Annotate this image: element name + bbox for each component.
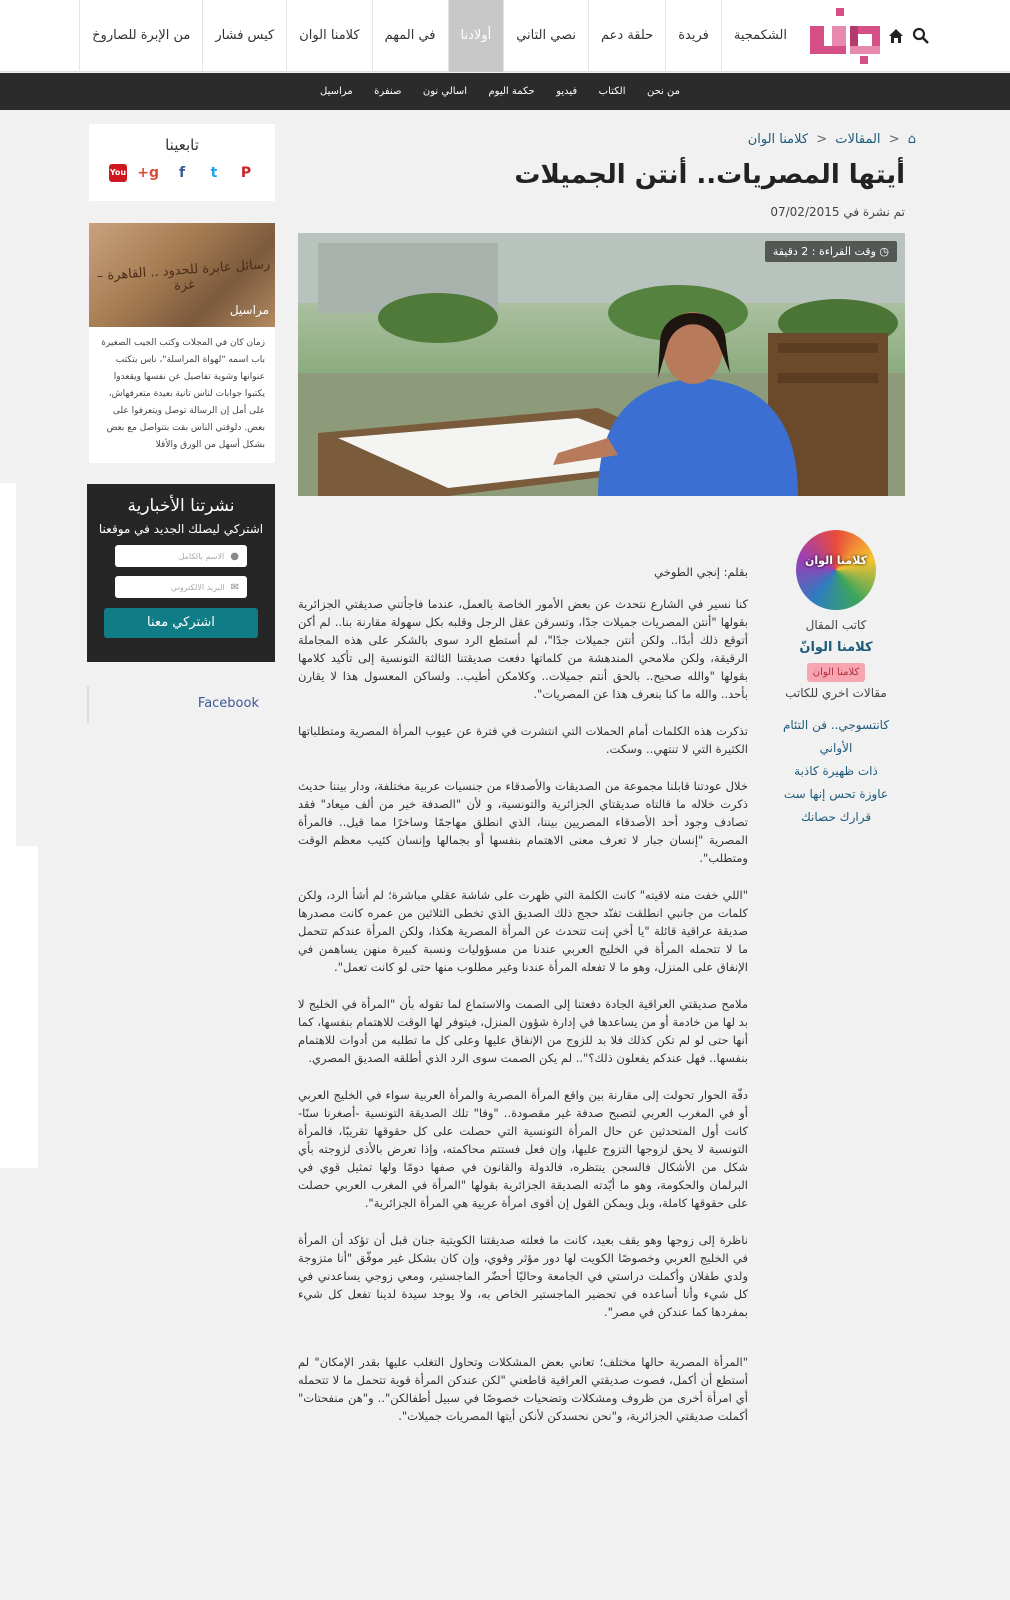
article-paragraph: تذكرت هذه الكلمات أمام الحملات التي انتشرت في فترة عن عيوب المرأة المصرية ومتطلباتها الكثيرة التي لا تنتهي.. وسكت.: [298, 724, 748, 756]
name-field-placeholder: الاسم بالكامل: [178, 551, 225, 561]
article-paragraph: دفّة الحوار تحولت إلى مقارنة بين واقع المرأة المصرية والمرأة العربية سواء في الخليج العربي أو في المغرب العربي لتصبح صدفة غير مقصودة.. "وفا" تلك الصديقة التونسية -أصغرنا سنًا- كانت أول المتحدثين عن حال المرأة التونسية التي حصلت على كل حقوقها تقريبًا، فالمرأة التونسية لا يحق لزوجها التزوج عليها، وإن فعل فستتم محاكمته، وإذا تعرض بالأذى لزوجته بأي شكل من الأشكال فالسجن ينتظره، فالدولة والقانون في صفها دومًا ولها تمثيل قوي في البرلمان والحكومة، وهو ما أيّدته الصديقة الجزائرية بقولها "المرأة في المغرب العربي حصلت على حقوقها كاملة، وبل ويمكن القول إن أقوى امرأة عربية هي المرأة الجزائرية".: [298, 1088, 748, 1210]
featured-article-card[interactable]: [89, 223, 275, 463]
subnav-item-letters[interactable]: مراسيل: [320, 86, 353, 97]
facebook-widget: [87, 686, 275, 724]
subnav-item-about[interactable]: من نحن: [646, 86, 680, 97]
newsletter-title: نشرتنا الأخبارية: [127, 496, 235, 516]
subnav-item-video[interactable]: فيديو: [556, 86, 578, 97]
subscribe-button[interactable]: اشتركي معنا: [104, 608, 258, 638]
page-edge-strip: [0, 846, 38, 1168]
author-article-link[interactable]: عاوزة تحس إنها ست: [783, 787, 889, 801]
author-category-badge[interactable]: كلامنا الوان: [807, 663, 865, 682]
article-paragraph: ملامح صديقتي العراقية الجادة دفعتنا إلى الصمت والاستماع لما تقوله بأن "المرأة في الخليج لا بد لها من خادمة أو من يساعدها في إدارة شؤون المنزل، فيتوفر لها الوقت للاهتمام بنفسها، كما أنها حتى لو لم تكن كذلك فلا بد للزوج من الإنفاق عليها وعلى كل ما تطلبه من أدوات للاهتمام بنفسها.. فهل عندكم يفعلون ذلك؟".. لم يكن الصمت سوى الرد الذي أطلقه الصديق المصري.: [298, 997, 748, 1065]
site-header: [0, 0, 1010, 72]
author-name-link[interactable]: كلامنا الوانّ: [799, 640, 873, 655]
subnav-item-ask-noon[interactable]: اسالي نون: [422, 86, 467, 97]
author-other-articles: [775, 714, 897, 829]
newsletter-subtitle: اشتركي ليصلك الجديد في موقعنا: [98, 522, 264, 536]
pinterest-icon[interactable]: P: [240, 165, 252, 181]
sub-nav: [0, 73, 1010, 110]
nav-item-our-words[interactable]: كلامنا الوان: [286, 0, 371, 72]
article-paragraph: خلال عودتنا قابلنا مجموعة من الصديقات والأصدقاء من جنسيات عربية مختلفة، ودار بيننا حديث ذكرت خلاله ما قالتاه صديقتاي الجزائرية والتونسية، و لأن "الصدفة خير من ألف ميعاد" فقد تصادف وجود أحد الأصدقاء المصريين بيننا، الذي انطلق مهاجمًا وساخرًا مما قيل.. فالمرأة المصرية "إنسان جبار لا تعرف معنى الاهتمام بنفسها أو بجمالها وإنسان كئيب معظم الوقت ومتطلب".: [298, 779, 748, 865]
card-category[interactable]: مراسيل: [229, 303, 269, 317]
author-article-link[interactable]: ذات ظهيرة كاذبة: [794, 764, 878, 778]
facebook-icon[interactable]: f: [178, 165, 186, 181]
follow-us-widget: [89, 124, 275, 201]
article-hero-image: [298, 233, 905, 496]
article-byline: بقلم: إنجي الطوخي: [654, 565, 748, 579]
subnav-item-daily-wisdom[interactable]: حكمة اليوم: [488, 86, 535, 97]
home-icon[interactable]: [888, 28, 904, 44]
follow-title: تابعينا: [165, 136, 199, 154]
subnav-item-writers[interactable]: الكتاب: [598, 86, 626, 97]
reading-time-text: وقت القراءة : 2 دقيقة: [772, 245, 876, 258]
article-paragraph: ناظرة إلى زوجها وهو يقف بعيد، كانت ما فعلته صديقتنا الكويتية جنان قبل أن تؤكد أن المرأة في الخليج العربي وخصوصًا الكويت لها دور مؤثر وقوي، وإن كان بشكل غير موفّق "أنا متزوجة ولدي طفلان وأكملت دراستي في الجامعة وحاليًا أحضّر الماجستير، ومعي زوجي يساعدني في كل شيء وأنا أساعده في تحضير الماجستير الخاص به، ولا يوجد سيدة لدينا تفعل كل شيء بمفردها كما عندكن في مصر".: [298, 1233, 748, 1319]
newsletter-widget: [87, 484, 275, 662]
subnav-item-sanfara[interactable]: صنفرة: [374, 86, 402, 97]
search-icon[interactable]: [912, 27, 929, 44]
article-paragraph: "المرأة المصرية حالها مختلف؛ تعاني بعض المشكلات وتحاول التغلب عليها بقدر الإمكان" لم أستطع أن أكمل، فصوت صديقتي العراقية قاطعني "لكن عندكن المرأة قوية تتحمل ما لا تتحمله أي امرأة أخرى من ظروف ومشكلات وتضحيات خصوصًا في سبيل أطفالكن".. و"هن منفحتات" أكملت صديقتي الجزائرية، و"نحن نحسدكن لأنكن أيتها المصريات جميلات".: [298, 1355, 748, 1423]
reading-time-badge: [765, 241, 897, 262]
card-excerpt: زمان كان في المجلات وكتب الجيب الصغيرة باب اسمه "لهواة المراسلة"، ناس بتكتب عنوانها وشوية تفاصيل عن نفسها ويقعدوا يكتبوا جوابات لناس تانية بعيدة متعرفهاش، على أمل إن الرسالة توصل ويتعرفوا على بعض. دلوقتي الناس بقت بتتواصل مع بعض بشكل أسهل من الورق والأقلا: [101, 338, 265, 450]
email-field[interactable]: [115, 576, 247, 598]
clock-icon: ◷: [879, 245, 889, 258]
breadcrumb-category[interactable]: كلامنا الوان: [747, 132, 809, 147]
home-icon[interactable]: ⌂: [907, 132, 916, 147]
article-paragraph: كنا نسير في الشارع نتحدث عن بعض الأمور الخاصة بالعمل، عندما فاجأتني صديقتي الجزائرية بقولها "أنتن المصريات جميلات جدًا، وتسرقن عقل الرجل وقلبه بكل سهولة مقارنة بنا.. لم أكن أتوقع ذلك أبدًا.. ولكن أنتن جميلات جدًا"، لم أستطع الرد سوى بالشكر على هذه المجاملة الرقيقة، ولكن ملامحي المندهشة من كلماتها دفعت صديقتنا الثالثة التونسية إلى تأكيد كلامها بقولها "والله صحيح.. بالحق أنتم جميلات.. وكلامكن أطيب.. ولساكن المعسول هذا لا يقارن بأحد.. والله ما كنا بنعرف هذا عن المصريات".: [298, 597, 748, 701]
main-nav: [87, 0, 799, 72]
email-field-placeholder: البريد الالكتروني: [170, 582, 225, 592]
nav-item-important[interactable]: في المهم: [372, 0, 448, 72]
card-image-text: رسائل عابرة للحدود .. القاهرة – غزة: [96, 256, 271, 294]
user-icon: ●: [230, 550, 239, 562]
page-title: أيتها المصريات.. أنتن الجميلات: [514, 160, 905, 190]
nav-item-support-circle[interactable]: حلقة دعم: [588, 0, 665, 72]
google-plus-icon[interactable]: g+: [137, 165, 159, 181]
publish-date: تم نشرة في 07/02/2015: [770, 205, 905, 219]
nav-item-needle-to-rocket[interactable]: من الإبرة للصاروخ: [79, 0, 202, 72]
twitter-icon[interactable]: t: [210, 165, 218, 181]
article-body: [298, 563, 748, 1444]
avatar-text: كلامنا الوان: [805, 554, 867, 567]
breadcrumb-articles[interactable]: المقالات: [835, 132, 881, 147]
page-edge-strip: [0, 483, 16, 846]
article-paragraph: "اللي خفت منه لاقيته" كانت الكلمة التي ظهرت على شاشة عقلي مباشرة؛ لم أشأ الرد، ولكن كلمات من جانبي انطلقت تفنّد حجج ذلك الصديق الذي تخطى الثلاثين من عمره كانت مصدرها صديقة عراقية قائلة "يا أخي إنت تتحدث عن المرأة المصرية هكذا، ولكن المرأة عندكم تتحمل ما لا تتحمله المرأة في الخليج العربي عندنا من مسؤوليات ونسبة كبيرة منهن يساهمن في الإنفاق على المنزل، وهو ما لا تفعله المرأة عندنا وغير مطلوب منها حتى لو كانت تعمل".: [298, 888, 748, 974]
author-article-link[interactable]: كانتسوجي.. فن التئام الأواني: [782, 718, 890, 755]
author-label: كاتب المقال: [805, 618, 867, 632]
avatar[interactable]: [796, 530, 876, 610]
breadcrumb-separator: <: [888, 132, 900, 147]
card-image[interactable]: [89, 223, 275, 327]
nav-item-popcorn[interactable]: كيس فشار: [202, 0, 286, 72]
site-logo[interactable]: [808, 6, 884, 64]
author-article-link[interactable]: قرارك حصانك: [800, 810, 872, 824]
author-more-label: مقالات اخري للكاتب: [785, 686, 887, 700]
nav-item-farida[interactable]: فريدة: [665, 0, 721, 72]
social-links: [89, 164, 275, 182]
name-field[interactable]: [115, 545, 247, 567]
breadcrumb: [300, 132, 916, 147]
youtube-icon[interactable]: You: [109, 164, 127, 182]
breadcrumb-separator: <: [816, 132, 828, 147]
facebook-link[interactable]: Facebook: [197, 696, 259, 711]
author-box: [775, 530, 897, 829]
nav-item-our-kids[interactable]: أولادنا: [448, 0, 504, 72]
hero-photo: [298, 233, 905, 496]
envelope-icon: ✉: [230, 581, 239, 593]
nav-item-shakmagia[interactable]: الشكمجية: [721, 0, 799, 72]
nav-item-other-half[interactable]: نصي التاني: [503, 0, 588, 72]
